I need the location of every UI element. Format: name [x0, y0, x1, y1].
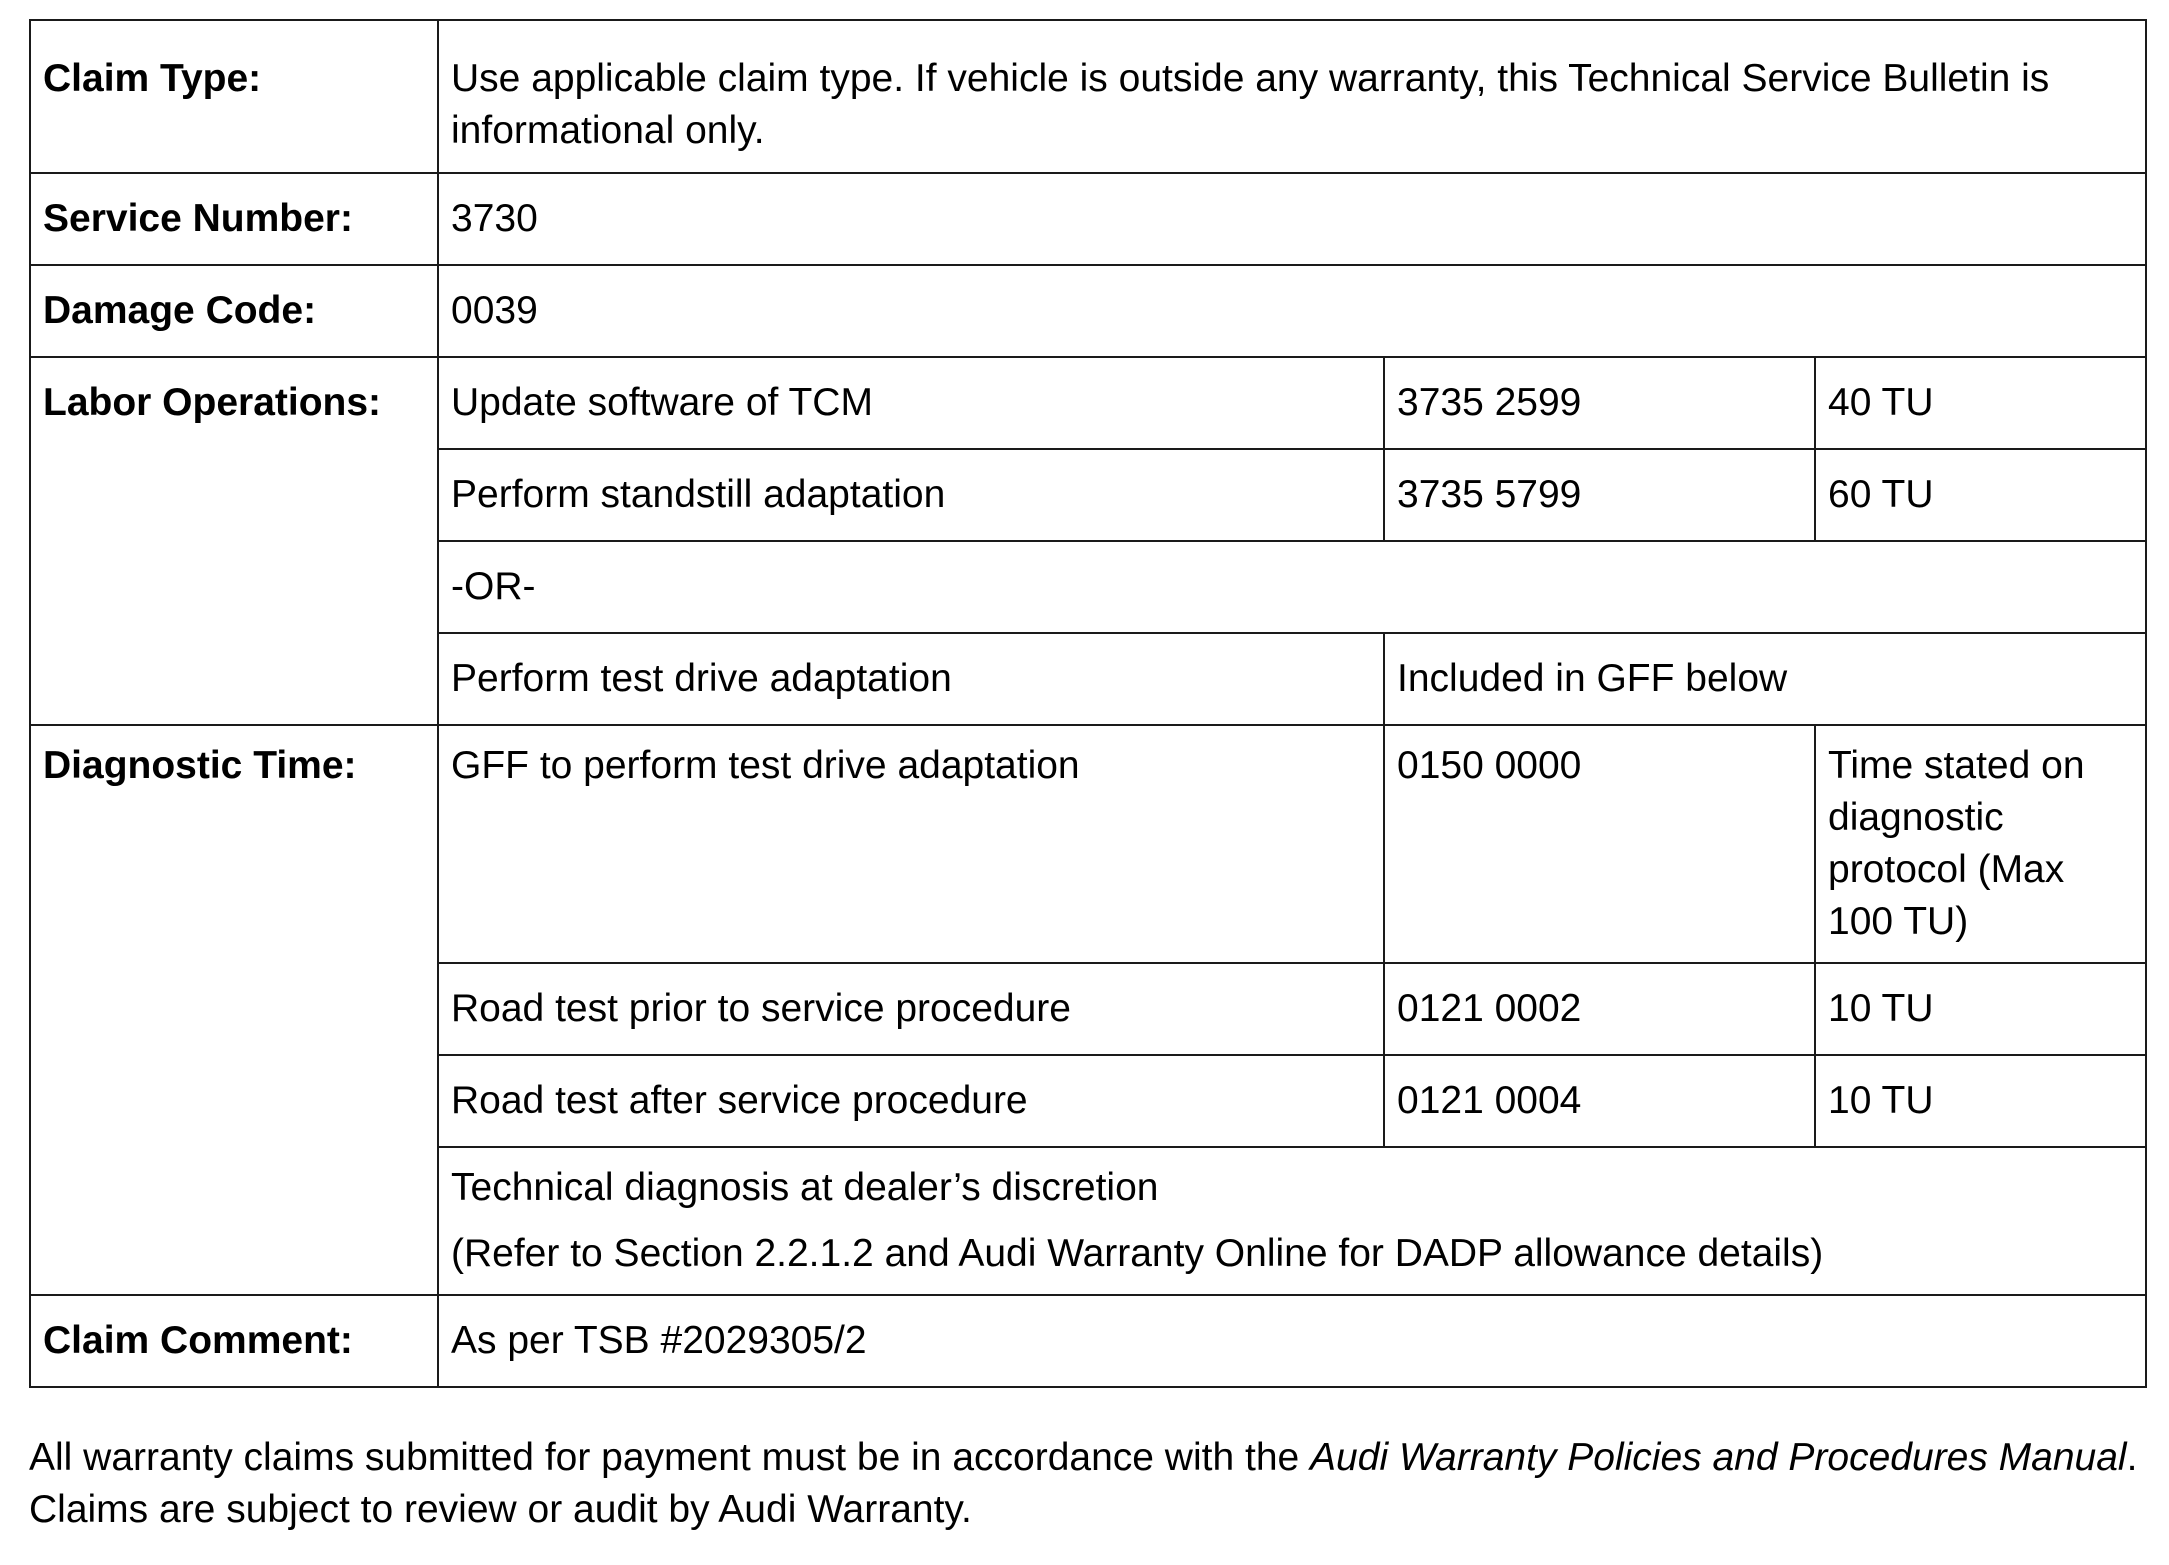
- row-service-number: [30, 173, 2146, 265]
- diagnostic-description: Road test prior to service procedure: [438, 963, 1384, 1055]
- labor-operation-description: Perform test drive adaptation: [438, 633, 1384, 725]
- footer-text-start: All warranty claims submitted for payment must be in accordance with the: [29, 1436, 1311, 1479]
- labor-operations-label: Labor Operations:: [30, 357, 438, 725]
- diagnostic-code: 0121 0004: [1384, 1055, 1815, 1147]
- labor-operation-time: 40 TU: [1815, 357, 2146, 449]
- warranty-claim-table: [29, 19, 2147, 1388]
- labor-operation-code: 3735 5799: [1384, 449, 1815, 541]
- manual-title: Audi Warranty Policies and Procedures Manual: [1310, 1436, 2127, 1479]
- row-claim-comment: [30, 1295, 2146, 1387]
- footer-text-end: . Claims are subject to review or audit by Audi Warranty.: [29, 1436, 2138, 1531]
- diagnostic-code: 0150 0000: [1384, 725, 1815, 963]
- technical-diagnosis-cell: [438, 1147, 2146, 1295]
- or-separator: -OR-: [438, 541, 2146, 633]
- labor-operation-description: Perform standstill adaptation: [438, 449, 1384, 541]
- service-number-label: Service Number:: [30, 173, 438, 265]
- labor-operation-note: Included in GFF below: [1384, 633, 2146, 725]
- service-number-value: 3730: [438, 173, 2146, 265]
- diagnostic-time-label: Diagnostic Time:: [30, 725, 438, 1295]
- damage-code-label: Damage Code:: [30, 265, 438, 357]
- dadp-reference-text: (Refer to Section 2.2.1.2 and Audi Warranty Online for DADP allowance details): [451, 1232, 1824, 1275]
- claim-comment-label: Claim Comment:: [30, 1295, 438, 1387]
- claim-type-value: Use applicable claim type. If vehicle is outside any warranty, this Technical Service Bulletin is informational only.: [438, 20, 2146, 173]
- row-claim-type: [30, 20, 2146, 173]
- diagnostic-time: 10 TU: [1815, 963, 2146, 1055]
- claim-type-label: Claim Type:: [30, 20, 438, 173]
- labor-operation-description: Update software of TCM: [438, 357, 1384, 449]
- claim-comment-value: As per TSB #2029305/2: [438, 1295, 2146, 1387]
- labor-operation-code: 3735 2599: [1384, 357, 1815, 449]
- diagnostic-time: Time stated on diagnostic protocol (Max 100 TU): [1815, 725, 2146, 963]
- diagnostic-description: Road test after service procedure: [438, 1055, 1384, 1147]
- labor-operation-row: [30, 357, 2146, 449]
- labor-operation-time: 60 TU: [1815, 449, 2146, 541]
- footer-note: [29, 1432, 2145, 1536]
- diagnostic-row: [30, 725, 2146, 963]
- damage-code-value: 0039: [438, 265, 2146, 357]
- diagnostic-time: 10 TU: [1815, 1055, 2146, 1147]
- row-damage-code: [30, 265, 2146, 357]
- technical-diagnosis-text: Technical diagnosis at dealer’s discretion: [451, 1166, 1159, 1209]
- diagnostic-description: GFF to perform test drive adaptation: [438, 725, 1384, 963]
- diagnostic-code: 0121 0002: [1384, 963, 1815, 1055]
